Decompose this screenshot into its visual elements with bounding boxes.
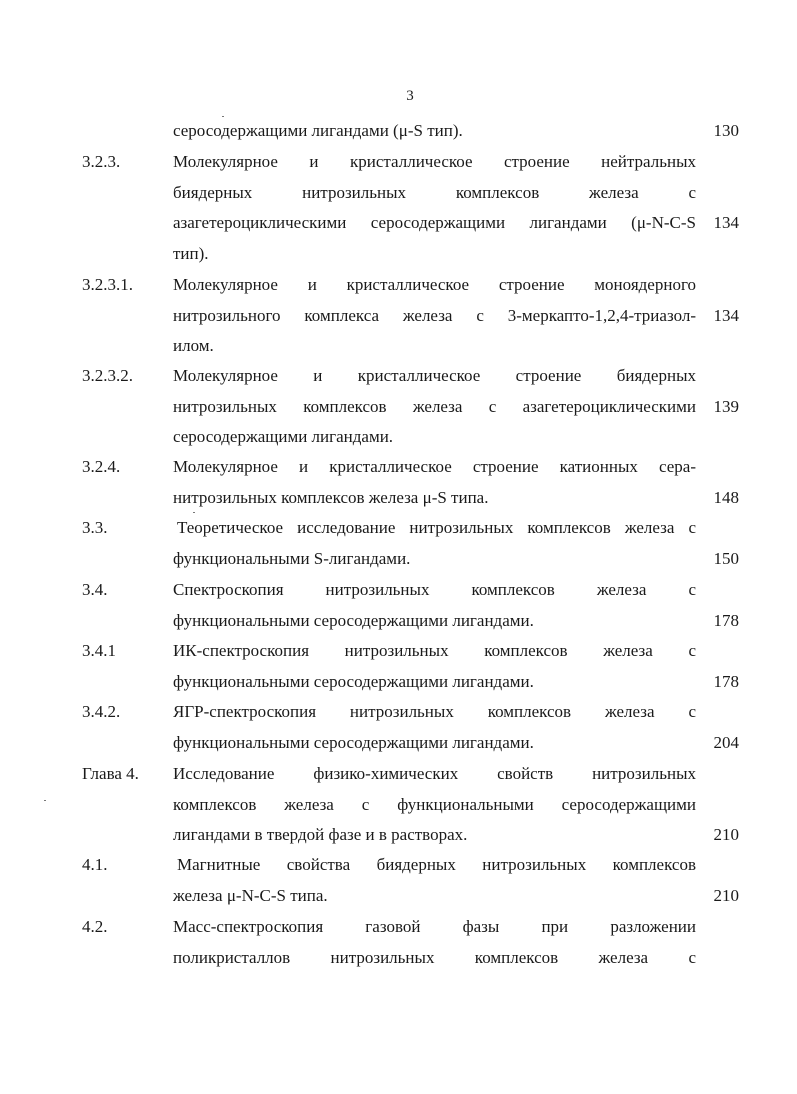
scan-speck — [222, 116, 224, 117]
toc-entry-page: 134 — [713, 305, 739, 325]
toc-entry-title — [173, 452, 696, 513]
toc-entry-number: 3.2.3.1. — [82, 275, 133, 294]
toc-entry-title-line: биядерных нитрозильных комплексов железа с — [173, 182, 696, 202]
toc-entry-page: 134 — [713, 213, 739, 233]
toc-entry-title-line: азагетероциклическими серосодержащими лигандами (μ-N-C-S — [173, 213, 696, 233]
scan-speck — [44, 800, 46, 801]
toc-entry-number: 3.2.4. — [82, 457, 121, 476]
toc-entry-page: 178 — [713, 671, 739, 691]
toc-entry-page: 130 — [713, 121, 739, 140]
toc-entry-title-line: ЯГР-спектроскопия нитрозильных комплексов железа с — [173, 702, 696, 721]
toc-entry-title-line: нитрозильных комплексов железа с азагетероциклическими — [173, 396, 696, 416]
toc-entry-title-line: нитрозильного комплекса железа с 3-меркапто-1,2,4-триазол- — [173, 305, 696, 325]
toc-entry-title-line: поликристаллов нитрозильных комплексов железа с — [173, 947, 696, 967]
toc-entry-number: 4.1. — [82, 855, 108, 874]
toc-entry-title — [173, 575, 696, 636]
toc-entry-title-line: функциональными серосодержащими лигандами. — [173, 732, 534, 752]
toc-entry-title — [173, 850, 696, 911]
toc-entry-title-line: илом. — [173, 336, 214, 356]
toc-entry-title — [173, 513, 696, 574]
toc-entry-title — [173, 147, 696, 270]
toc-entry-page: 150 — [713, 548, 739, 568]
toc-entry-number: 3.2.3.2. — [82, 366, 133, 385]
toc-entry-page: 148 — [713, 487, 739, 507]
toc-entry-title-line: функциональными S-лигандами. — [173, 548, 411, 568]
toc-entry-title-line: функциональными серосодержащими лигандами. — [173, 671, 534, 691]
toc-entry-number: 3.4.2. — [82, 702, 121, 721]
toc-entry-title-line: Исследование физико-химических свойств нитрозильных — [173, 764, 696, 783]
toc-entry-title-line: функциональными серосодержащими лигандами. — [173, 610, 534, 630]
toc-entry-page: 178 — [713, 610, 739, 630]
toc-entry-title-line: Молекулярное и кристаллическое строение катионных сера- — [173, 457, 696, 476]
toc-entry-title-line: ИК-спектроскопия нитрозильных комплексов железа с — [173, 641, 696, 660]
scan-speck — [193, 512, 195, 513]
toc-entry-number: 3.4. — [82, 580, 108, 599]
toc-entry-title-line: Молекулярное и кристаллическое строение моноядерного — [173, 275, 696, 294]
toc-entry-title-line: Спектроскопия нитрозильных комплексов железа с — [173, 580, 696, 599]
toc-entry-title-line: Молекулярное и кристаллическое строение нейтральных — [173, 152, 696, 171]
toc-entry-title — [173, 116, 696, 147]
toc-entry-title-line: Масс-спектроскопия газовой фазы при разложении — [173, 917, 696, 936]
toc-entry-title-line: Теоретическое исследование нитрозильных комплексов железа с — [177, 518, 696, 537]
toc-entry-title — [173, 759, 696, 851]
toc-entry-title-line: Магнитные свойства биядерных нитрозильных комплексов — [177, 855, 696, 874]
toc-entry-title-line: лигандами в твердой фазе и в растворах. — [173, 825, 468, 845]
toc-entry-number: 3.4.1 — [82, 641, 116, 660]
toc-entry-title — [173, 361, 696, 453]
toc-entry-number: 4.2. — [82, 917, 108, 936]
toc-entry-title-line: комплексов железа с функциональными серосодержащими — [173, 794, 696, 814]
toc-entry-title-line: Молекулярное и кристаллическое строение биядерных — [173, 366, 696, 385]
toc-entry-title-line: нитрозильных комплексов железа μ-S типа. — [173, 487, 489, 507]
toc-entry-page: 210 — [713, 825, 739, 845]
toc-entry-page: 139 — [713, 396, 739, 416]
toc-entry-number: 3.3. — [82, 518, 108, 537]
toc-entry-title-line: серосодержащими лигандами. — [173, 427, 394, 447]
toc-entry-title — [173, 636, 696, 697]
toc-entry-title — [173, 697, 696, 758]
toc-entry-title-line: серосодержащими лигандами (μ-S тип). — [173, 121, 463, 140]
toc-entry-page: 204 — [713, 732, 739, 752]
toc-entry-title — [173, 270, 696, 362]
toc-entry-title — [173, 912, 696, 973]
page-number: 3 — [406, 88, 414, 104]
toc-entry-title-line: железа μ-N-C-S типа. — [173, 885, 328, 905]
toc-entry-number: 3.2.3. — [82, 152, 121, 171]
toc-entry-number: Глава 4. — [82, 764, 139, 783]
toc-entry-page: 210 — [713, 885, 739, 905]
toc-entry-title-line: тип). — [173, 244, 209, 264]
